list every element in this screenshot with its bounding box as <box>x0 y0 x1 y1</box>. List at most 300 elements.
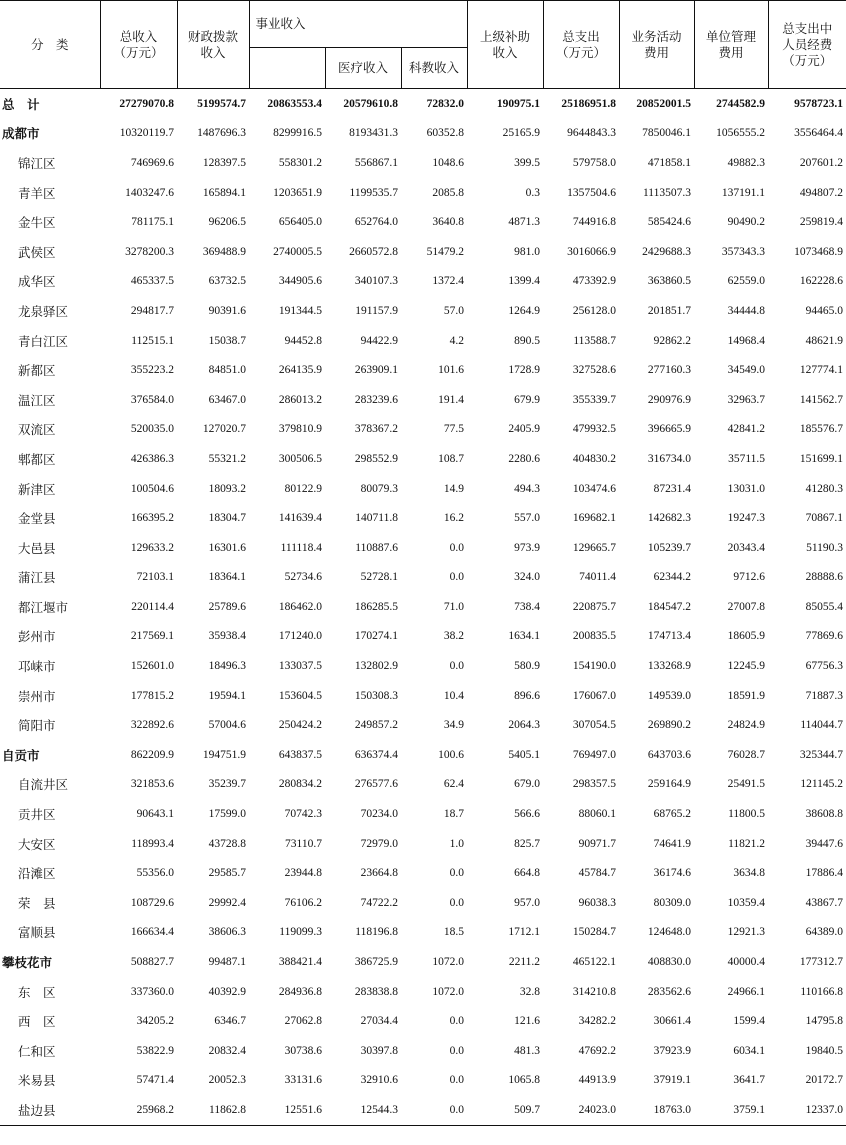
cell-value: 337360.0 <box>130 985 174 998</box>
cell-value: 200835.5 <box>572 630 617 643</box>
row-name: 自流井区 <box>18 777 69 793</box>
cell-value: 8299916.5 <box>273 127 322 140</box>
cell-value: 746969.6 <box>130 156 174 169</box>
table-row <box>0 563 846 593</box>
cell-value: 408830.0 <box>647 956 692 969</box>
cell-value: 1.0 <box>449 837 465 850</box>
row-name: 金堂县 <box>18 511 56 527</box>
cell-value: 32910.6 <box>360 1074 398 1087</box>
cell-value: 94465.0 <box>805 304 844 317</box>
cell-value: 43867.7 <box>805 896 844 909</box>
cell-value: 38606.3 <box>208 926 246 939</box>
cell-value: 90490.2 <box>727 216 766 229</box>
cell-value: 108729.6 <box>130 896 174 909</box>
cell-value: 96038.3 <box>578 896 617 909</box>
cell-value: 77869.6 <box>805 630 844 643</box>
cell-value: 153604.5 <box>278 689 322 702</box>
cell-value: 52728.1 <box>360 571 398 584</box>
cell-value: 16.2 <box>443 512 465 525</box>
cell-value: 60352.8 <box>426 127 465 140</box>
cell-value: 20579610.8 <box>343 97 398 110</box>
cell-value: 355223.2 <box>130 364 174 377</box>
cell-value: 111118.4 <box>280 541 322 554</box>
cell-value: 127774.1 <box>799 364 844 377</box>
cell-value: 37919.1 <box>653 1074 692 1087</box>
header-personnel-expense: 总支出中 人员经费 （万元） <box>768 1 846 89</box>
cell-value: 140711.8 <box>355 512 398 525</box>
cell-value: 34.9 <box>443 719 465 732</box>
cell-value: 12337.0 <box>768 1095 846 1125</box>
cell-value: 12921.3 <box>727 926 766 939</box>
cell-value: 283239.6 <box>354 393 398 406</box>
cell-value: 1357504.6 <box>567 186 617 199</box>
cell-value: 34282.2 <box>578 1015 617 1028</box>
city-row <box>0 947 846 977</box>
cell-value: 88060.1 <box>578 808 617 821</box>
cell-value: 207601.2 <box>799 156 844 169</box>
cell-value: 471858.1 <box>647 156 692 169</box>
cell-value: 2211.2 <box>508 956 541 969</box>
table-row <box>0 326 846 356</box>
cell-value: 298552.9 <box>354 452 398 465</box>
cell-value: 1199535.7 <box>349 186 398 199</box>
cell-value: 96206.5 <box>208 216 246 229</box>
row-name: 青白江区 <box>18 333 69 349</box>
cell-value: 340107.3 <box>354 275 398 288</box>
cell-value: 63732.5 <box>208 275 246 288</box>
cell-value: 280834.2 <box>278 778 322 791</box>
table-row <box>0 296 846 326</box>
cell-value: 481.3 <box>514 1044 541 1057</box>
cell-value: 171240.0 <box>278 630 322 643</box>
cell-value: 101.6 <box>438 364 465 377</box>
cell-value: 479932.5 <box>572 423 617 436</box>
cell-value: 508827.7 <box>130 956 174 969</box>
city-row <box>0 740 846 770</box>
cell-value: 973.9 <box>514 541 541 554</box>
cell-value: 152601.0 <box>130 660 174 673</box>
table-row <box>0 503 846 533</box>
cell-value: 0.3 <box>525 186 541 199</box>
cell-value: 90643.1 <box>136 808 174 821</box>
row-name: 东 区 <box>18 984 56 1000</box>
cell-value: 256128.0 <box>572 304 617 317</box>
cell-value: 6034.1 <box>733 1044 766 1057</box>
cell-value: 250424.2 <box>278 719 322 732</box>
cell-value: 494807.2 <box>799 186 844 199</box>
header-category: 分 类 <box>0 1 100 89</box>
cell-value: 11821.2 <box>728 837 766 850</box>
cell-value: 283838.8 <box>354 985 398 998</box>
table-row <box>0 977 846 1007</box>
row-name: 新津区 <box>18 481 56 497</box>
cell-value: 77.5 <box>443 423 465 436</box>
cell-value: 33131.6 <box>284 1074 322 1087</box>
cell-value: 35711.5 <box>728 452 766 465</box>
header-unit-management: 单位管理 费用 <box>694 1 768 89</box>
cell-value: 426386.3 <box>130 452 174 465</box>
cell-value: 1487696.3 <box>197 127 246 140</box>
cell-value: 103474.6 <box>572 482 617 495</box>
cell-value: 32963.7 <box>727 393 766 406</box>
cell-value: 45784.7 <box>578 867 617 880</box>
cell-value: 129633.2 <box>130 541 174 554</box>
table-row <box>0 799 846 829</box>
cell-value: 18763.0 <box>619 1095 694 1125</box>
cell-value: 162228.6 <box>799 275 844 288</box>
cell-value: 44913.9 <box>578 1074 617 1087</box>
cell-value: 18605.9 <box>727 630 766 643</box>
cell-value: 177312.7 <box>799 956 844 969</box>
cell-value: 494.3 <box>514 482 541 495</box>
total-row <box>0 89 846 119</box>
header-research-income: 科教收入 <box>401 48 467 89</box>
row-name: 双流区 <box>18 422 56 438</box>
table-row <box>0 1036 846 1066</box>
cell-value: 1403247.6 <box>125 186 174 199</box>
table-row <box>0 237 846 267</box>
cell-value: 110166.8 <box>800 985 844 998</box>
row-name: 成都市 <box>2 126 40 142</box>
cell-value: 327528.6 <box>572 364 617 377</box>
cell-value: 71887.3 <box>805 689 844 702</box>
cell-value: 18.5 <box>443 926 465 939</box>
cell-value: 43728.8 <box>208 837 246 850</box>
header-business-activity: 业务活动 费用 <box>619 1 694 89</box>
cell-value: 325344.7 <box>799 748 844 761</box>
cell-value: 132802.9 <box>354 660 398 673</box>
table-row <box>0 888 846 918</box>
cell-value: 322892.6 <box>130 719 174 732</box>
cell-value: 94452.8 <box>284 334 322 347</box>
row-name: 仁和区 <box>18 1043 56 1059</box>
cell-value: 85055.4 <box>805 600 844 613</box>
cell-value: 5199574.7 <box>197 97 246 110</box>
cell-value: 298357.5 <box>572 778 617 791</box>
cell-value: 90971.7 <box>578 837 617 850</box>
table-header <box>0 1 846 89</box>
table-row <box>0 710 846 740</box>
cell-value: 0.0 <box>449 660 465 673</box>
cell-value: 36174.6 <box>653 867 692 880</box>
cell-value: 5405.1 <box>508 748 541 761</box>
cell-value: 191.4 <box>438 393 465 406</box>
cell-value: 165894.1 <box>202 186 246 199</box>
city-row <box>0 119 846 149</box>
cell-value: 108.7 <box>438 452 465 465</box>
cell-value: 1073468.9 <box>794 245 844 258</box>
row-name: 温江区 <box>18 392 56 408</box>
cell-value: 29992.4 <box>208 896 246 909</box>
cell-value: 18093.2 <box>208 482 246 495</box>
cell-value: 27062.8 <box>284 1015 322 1028</box>
cell-value: 9578723.1 <box>794 97 844 110</box>
row-name: 荣 县 <box>18 895 56 911</box>
cell-value: 34549.0 <box>727 364 766 377</box>
cell-value: 9644843.3 <box>567 127 617 140</box>
cell-value: 4871.3 <box>508 216 541 229</box>
cell-value: 284936.8 <box>278 985 322 998</box>
cell-value: 378367.2 <box>354 423 398 436</box>
cell-value: 283562.6 <box>647 985 692 998</box>
cell-value: 114044.7 <box>800 719 844 732</box>
cell-value: 17599.0 <box>208 808 246 821</box>
cell-value: 636374.4 <box>354 748 398 761</box>
table-row <box>0 1095 846 1125</box>
row-name: 金牛区 <box>18 215 56 231</box>
cell-value: 0.0 <box>449 867 465 880</box>
cell-value: 276577.6 <box>354 778 398 791</box>
cell-value: 1712.1 <box>508 926 541 939</box>
table-row <box>0 681 846 711</box>
cell-value: 124648.0 <box>647 926 692 939</box>
cell-value: 184547.2 <box>647 600 692 613</box>
cell-value: 24824.9 <box>727 719 766 732</box>
cell-value: 0.0 <box>449 571 465 584</box>
cell-value: 0.0 <box>449 541 465 554</box>
cell-value: 76028.7 <box>727 748 766 761</box>
cell-value: 80122.9 <box>284 482 322 495</box>
row-name: 简阳市 <box>18 718 56 734</box>
cell-value: 24966.1 <box>727 985 766 998</box>
cell-value: 7850046.1 <box>642 127 692 140</box>
cell-value: 92862.2 <box>653 334 692 347</box>
cell-value: 259164.9 <box>647 778 692 791</box>
table-row <box>0 415 846 445</box>
row-name: 贡井区 <box>18 807 56 823</box>
cell-value: 25968.2 <box>100 1095 177 1125</box>
row-name: 龙泉驿区 <box>18 303 69 319</box>
cell-value: 556867.1 <box>354 156 398 169</box>
cell-value: 141562.7 <box>799 393 844 406</box>
cell-value: 2405.9 <box>508 423 541 436</box>
cell-value: 17886.4 <box>805 867 844 880</box>
cell-value: 1072.0 <box>432 985 465 998</box>
cell-value: 9712.6 <box>733 571 766 584</box>
cell-value: 19594.1 <box>208 689 246 702</box>
cell-value: 558301.2 <box>278 156 322 169</box>
cell-value: 290976.9 <box>647 393 692 406</box>
cell-value: 738.4 <box>514 600 541 613</box>
row-name: 总 计 <box>2 96 40 112</box>
cell-value: 51190.3 <box>806 541 844 554</box>
cell-value: 316734.0 <box>647 452 692 465</box>
cell-value: 473392.9 <box>572 275 617 288</box>
cell-value: 84851.0 <box>208 364 246 377</box>
cell-value: 99487.1 <box>208 956 246 969</box>
cell-value: 38.2 <box>443 630 465 643</box>
cell-value: 64389.0 <box>805 926 844 939</box>
cell-value: 744916.8 <box>572 216 617 229</box>
table-row <box>0 207 846 237</box>
cell-value: 580.9 <box>514 660 541 673</box>
table-row <box>0 858 846 888</box>
cell-value: 154190.0 <box>572 660 617 673</box>
cell-value: 15038.7 <box>208 334 246 347</box>
cell-value: 16301.6 <box>208 541 246 554</box>
cell-value: 2085.8 <box>432 186 465 199</box>
cell-value: 201851.7 <box>647 304 692 317</box>
cell-value: 40392.9 <box>208 985 246 998</box>
cell-value: 220114.4 <box>131 600 174 613</box>
row-name: 富顺县 <box>18 925 56 941</box>
row-name: 攀枝花市 <box>2 955 53 971</box>
cell-value: 8193431.3 <box>349 127 398 140</box>
cell-value: 3640.8 <box>432 216 465 229</box>
table-row <box>0 385 846 415</box>
cell-value: 70742.3 <box>284 808 322 821</box>
table-row <box>0 474 846 504</box>
cell-value: 1056555.2 <box>716 127 766 140</box>
cell-value: 63467.0 <box>208 393 246 406</box>
cell-value: 355339.7 <box>572 393 617 406</box>
cell-value: 18591.9 <box>727 689 766 702</box>
cell-value: 49882.3 <box>727 156 766 169</box>
cell-value: 47692.2 <box>578 1044 617 1057</box>
cell-value: 0.0 <box>449 1074 465 1087</box>
cell-value: 20863553.4 <box>267 97 322 110</box>
cell-value: 643837.5 <box>278 748 322 761</box>
row-name: 新都区 <box>18 363 56 379</box>
cell-value: 376584.0 <box>130 393 174 406</box>
table-row <box>0 592 846 622</box>
cell-value: 186285.5 <box>354 600 398 613</box>
cell-value: 57.0 <box>443 304 465 317</box>
cell-value: 34205.2 <box>136 1015 174 1028</box>
cell-value: 465337.5 <box>130 275 174 288</box>
cell-value: 55356.0 <box>136 867 174 880</box>
cell-value: 12544.3 <box>325 1095 401 1125</box>
cell-value: 39447.6 <box>805 837 844 850</box>
cell-value: 1399.4 <box>508 275 541 288</box>
cell-value: 70234.0 <box>360 808 398 821</box>
cell-value: 94422.9 <box>360 334 398 347</box>
cell-value: 194751.9 <box>202 748 246 761</box>
cell-value: 73110.7 <box>285 837 322 850</box>
cell-value: 41280.3 <box>805 482 844 495</box>
cell-value: 191157.9 <box>355 304 398 317</box>
cell-value: 74011.4 <box>579 571 617 584</box>
cell-value: 100.6 <box>438 748 465 761</box>
table-row <box>0 1006 846 1036</box>
cell-value: 294817.7 <box>130 304 174 317</box>
cell-value: 32.8 <box>519 985 541 998</box>
cell-value: 0.0 <box>449 1015 465 1028</box>
cell-value: 263909.1 <box>354 364 398 377</box>
row-name: 成华区 <box>18 274 56 290</box>
cell-value: 150308.3 <box>354 689 398 702</box>
cell-value: 2429688.3 <box>642 245 692 258</box>
cell-value: 344905.6 <box>278 275 322 288</box>
cell-value: 277160.3 <box>647 364 692 377</box>
cell-value: 51479.2 <box>426 245 465 258</box>
cell-value: 781175.1 <box>131 216 174 229</box>
row-name: 青羊区 <box>18 185 56 201</box>
row-name: 郫都区 <box>18 451 56 467</box>
cell-value: 217569.1 <box>130 630 174 643</box>
table-row <box>0 355 846 385</box>
header-total-income: 总收入 （万元） <box>100 1 177 89</box>
cell-value: 664.8 <box>514 867 541 880</box>
cell-value: 1113507.3 <box>642 186 692 199</box>
cell-value: 10.4 <box>443 689 465 702</box>
cell-value: 1264.9 <box>508 304 541 317</box>
table-row <box>0 651 846 681</box>
cell-value: 150284.7 <box>572 926 617 939</box>
cell-value: 72103.1 <box>136 571 174 584</box>
row-name: 大安区 <box>18 836 56 852</box>
cell-value: 110887.6 <box>355 541 398 554</box>
cell-value: 76106.2 <box>284 896 322 909</box>
cell-value: 118196.8 <box>355 926 398 939</box>
cell-value: 166634.4 <box>130 926 174 939</box>
cell-value: 769497.0 <box>572 748 617 761</box>
cell-value: 369488.9 <box>202 245 246 258</box>
cell-value: 25491.5 <box>727 778 766 791</box>
cell-value: 0.0 <box>449 1044 465 1057</box>
cell-value: 2740005.5 <box>273 245 322 258</box>
cell-value: 27279070.8 <box>119 97 174 110</box>
cell-value: 25186951.8 <box>561 97 617 110</box>
cell-value: 3016066.9 <box>567 245 617 258</box>
cell-value: 121145.2 <box>800 778 844 791</box>
table-row <box>0 267 846 297</box>
cell-value: 386725.9 <box>354 956 398 969</box>
cell-value: 53822.9 <box>136 1044 174 1057</box>
cell-value: 585424.6 <box>647 216 692 229</box>
cell-value: 314210.8 <box>572 985 617 998</box>
header-superior-subsidy: 上级补助 收入 <box>467 1 543 89</box>
cell-value: 4.2 <box>449 334 465 347</box>
cell-value: 643703.6 <box>647 748 692 761</box>
cell-value: 10359.4 <box>727 896 766 909</box>
cell-value: 166395.2 <box>130 512 174 525</box>
row-name: 沿滩区 <box>18 866 56 882</box>
cell-value: 176067.0 <box>572 689 617 702</box>
cell-value: 379810.9 <box>278 423 322 436</box>
cell-value: 80309.0 <box>653 896 692 909</box>
row-name: 崇州市 <box>18 688 56 704</box>
table-row <box>0 829 846 859</box>
cell-value: 71.0 <box>443 600 465 613</box>
cell-value: 29585.7 <box>208 867 246 880</box>
cell-value: 20052.3 <box>208 1074 246 1087</box>
cell-value: 169682.1 <box>572 512 617 525</box>
cell-value: 520035.0 <box>130 423 174 436</box>
row-name: 大邑县 <box>18 540 56 556</box>
cell-value: 388421.4 <box>278 956 322 969</box>
cell-value: 113588.7 <box>573 334 617 347</box>
cell-value: 127020.7 <box>202 423 246 436</box>
cell-value: 465122.1 <box>572 956 617 969</box>
row-name: 西 区 <box>18 1014 56 1030</box>
cell-value: 62344.2 <box>653 571 692 584</box>
cell-value: 1048.6 <box>432 156 465 169</box>
cell-value: 177815.2 <box>130 689 174 702</box>
cell-value: 1599.4 <box>733 1015 766 1028</box>
cell-value: 52734.6 <box>284 571 322 584</box>
cell-value: 396665.9 <box>647 423 692 436</box>
cell-value: 557.0 <box>514 512 541 525</box>
cell-value: 128397.5 <box>202 156 246 169</box>
cell-value: 652764.0 <box>354 216 398 229</box>
cell-value: 357343.3 <box>721 245 766 258</box>
cell-value: 14968.4 <box>727 334 766 347</box>
row-name: 米易县 <box>18 1073 56 1089</box>
header-fiscal-allocation: 财政拨款 收入 <box>177 1 249 89</box>
cell-value: 72979.0 <box>360 837 398 850</box>
cell-value: 119099.3 <box>279 926 322 939</box>
